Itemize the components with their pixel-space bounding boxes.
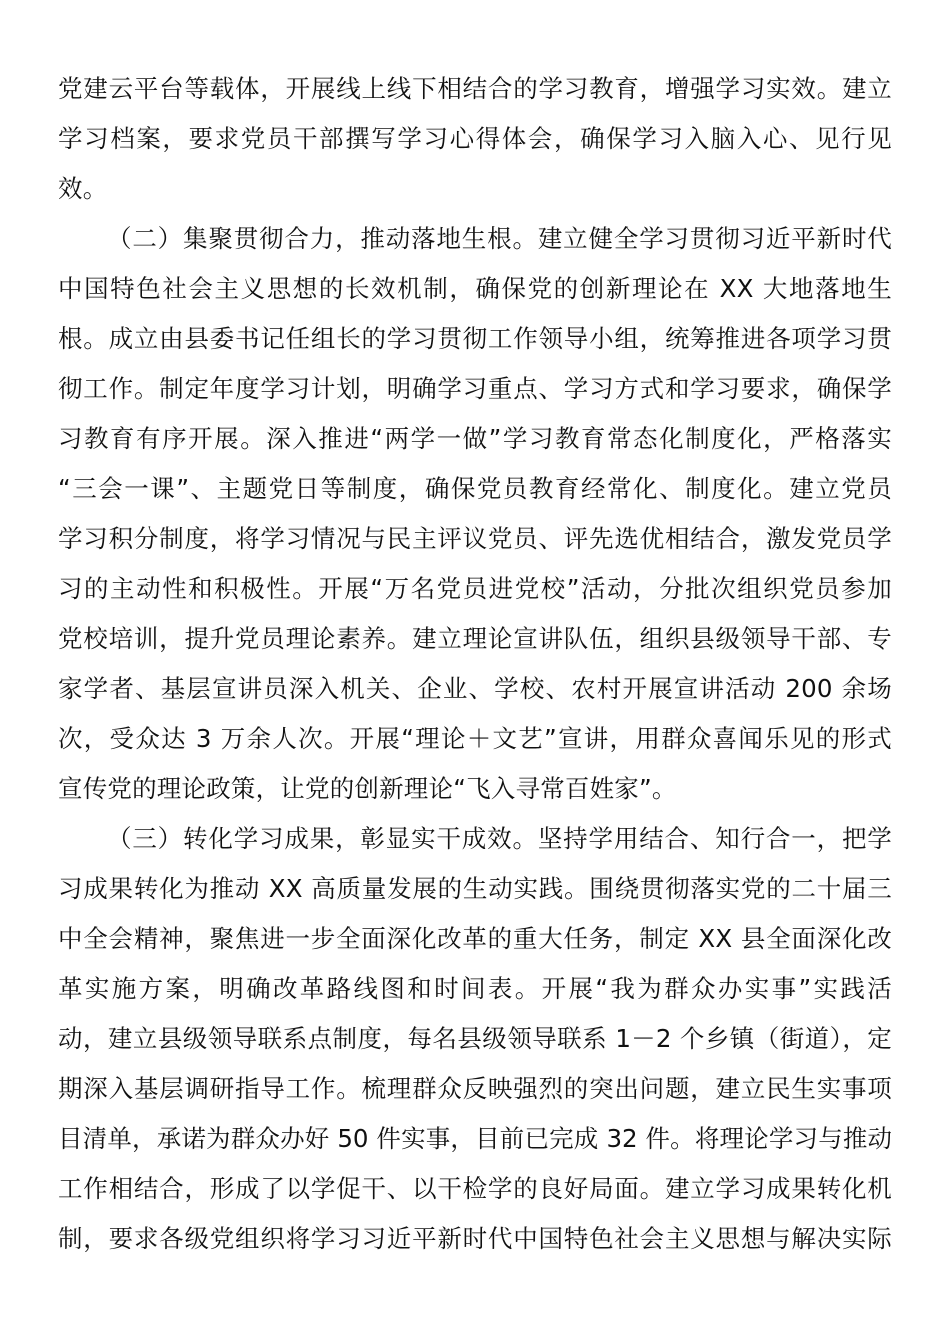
paragraph-heading-line: （二）集聚贯彻合力，推动落地生根。建立健全学习贯彻习近平新时代 [107,224,892,253]
text-line: 动，建立县级领导联系点制度，每名县级领导联系 1－2 个乡镇（街道），定 [58,1024,892,1053]
text-line: 学习积分制度，将学习情况与民主评议党员、评先选优相结合，激发党员学 [58,524,892,553]
text-line: 宣传党的理论政策，让党的创新理论“飞入寻常百姓家”。 [58,774,677,803]
text-line: 革实施方案，明确改革路线图和时间表。开展“我为群众办实事”实践活 [58,974,892,1003]
text-line: 家学者、基层宣讲员深入机关、企业、学校、农村开展宣讲活动 200 余场 [58,674,892,703]
text-line: 根。成立由县委书记任组长的学习贯彻工作领导小组，统筹推进各项学习贯 [58,324,892,353]
text-line: 习的主动性和积极性。开展“万名党员进党校”活动，分批次组织党员参加 [58,574,892,603]
text-line: 党建云平台等载体，开展线上线下相结合的学习教育，增强学习实效。建立 [58,74,892,103]
paragraph-heading-line: （三）转化学习成果，彰显实干成效。坚持学用结合、知行合一，把学 [107,824,892,853]
text-line: 党校培训，提升党员理论素养。建立理论宣讲队伍，组织县级领导干部、专 [58,624,892,653]
text-line: 期深入基层调研指导工作。梳理群众反映强烈的突出问题，建立民生实事项 [58,1074,892,1103]
text-line: “三会一课”、主题党日等制度，确保党员教育经常化、制度化。建立党员 [58,474,892,503]
text-line: 中全会精神，聚焦进一步全面深化改革的重大任务，制定 XX 县全面深化改 [58,924,892,953]
text-line: 工作相结合，形成了以学促干、以干检学的良好局面。建立学习成果转化机 [58,1174,892,1203]
text-line: 效。 [58,174,108,203]
text-line: 目清单，承诺为群众办好 50 件实事，目前已完成 32 件。将理论学习与推动 [58,1124,892,1153]
text-line: 次，受众达 3 万余人次。开展“理论＋文艺”宣讲，用群众喜闻乐见的形式 [58,724,892,753]
text-line: 彻工作。制定年度学习计划，明确学习重点、学习方式和学习要求，确保学 [58,374,892,403]
text-line: 习教育有序开展。深入推进“两学一做”学习教育常态化制度化，严格落实 [58,424,892,453]
document-body [58,64,892,1264]
text-line: 制，要求各级党组织将学习习近平新时代中国特色社会主义思想与解决实际 [58,1224,892,1253]
text-line: 习成果转化为推动 XX 高质量发展的生动实践。围绕贯彻落实党的二十届三 [58,874,892,903]
text-line: 学习档案，要求党员干部撰写学习心得体会，确保学习入脑入心、见行见 [58,124,892,153]
text-line: 中国特色社会主义思想的长效机制，确保党的创新理论在 XX 大地落地生 [58,274,892,303]
